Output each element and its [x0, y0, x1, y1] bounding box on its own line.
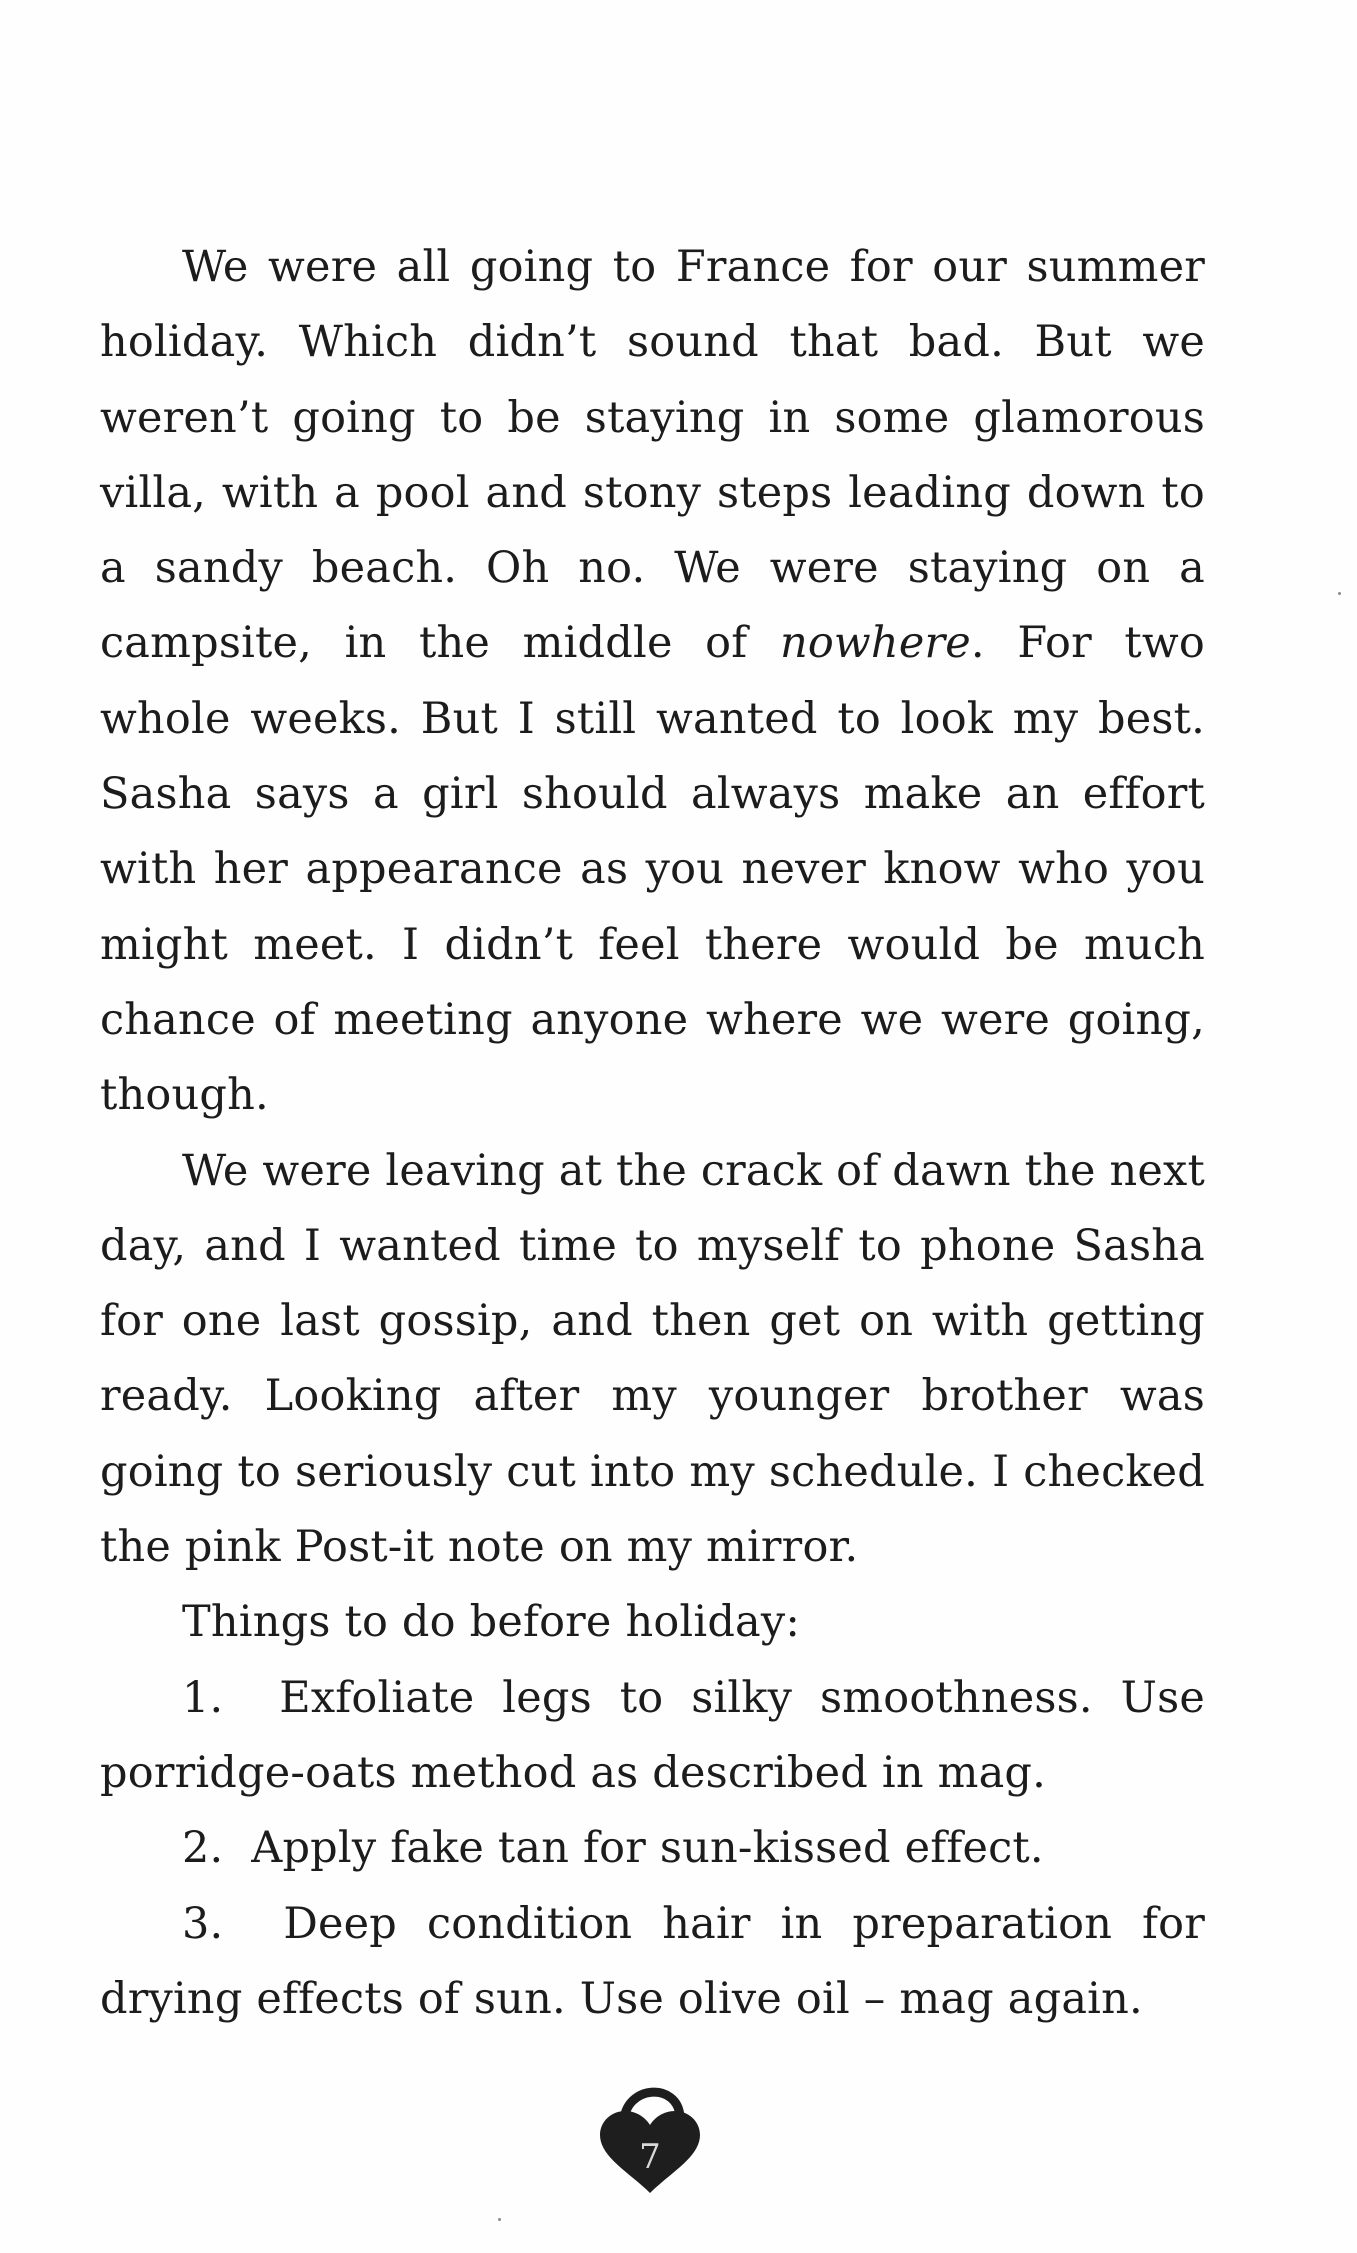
paragraph-2: We were leaving at the crack of dawn the next day, and I wanted time to myself to phone Sasha for one last gossip, and then get on with getting ready. Looking after my younger brother was going to seriously cut into my schedule. I checked the pink Post-it note on my mirror. — [100, 1145, 1205, 1573]
list-item-2 — [100, 1811, 1205, 1886]
list-item-3 — [100, 1887, 1205, 2038]
list-item-2-text: Apply fake tan for sun-kissed effect. — [251, 1823, 1044, 1874]
paragraph-3: Things to do before holiday: — [182, 1597, 801, 1648]
body-text — [100, 230, 1205, 2037]
page-number-badge — [590, 2065, 710, 2195]
page-number: 7 — [639, 2137, 661, 2177]
paragraph-1-text-after: . For two whole weeks. But I still wanted to look my best. Sasha says a girl should always make an effort with her appearance as you never know who you might meet. I didn’t feel there would be much chance of meeting anyone where we were going, though. — [100, 618, 1205, 1121]
list-item-3-number: 3. — [182, 1898, 224, 1949]
paragraph-1-text-before: We were all going to France for our summer holiday. Which didn’t sound that bad. But we weren’t going to be staying in some glamorous villa, with a pool and stony steps leading down to a sandy beach. Oh no. We were staying on a campsite, in the middle of — [100, 242, 1205, 669]
list-item-1-text: Exfoliate legs to silky smoothness. Use porridge-oats method as described in mag. — [100, 1672, 1205, 1798]
list-item-1 — [100, 1661, 1205, 1812]
list-item-2-number: 2. — [182, 1823, 224, 1874]
paragraph-1-emphasis: nowhere — [779, 618, 971, 669]
scan-speck — [498, 2218, 501, 2221]
list-item-1-number: 1. — [182, 1672, 224, 1723]
list-item-3-text: Deep condition hair in preparation for drying effects of sun. Use olive oil – mag again. — [100, 1898, 1205, 2024]
paragraph-1 — [100, 230, 1205, 1134]
scan-speck — [1338, 592, 1341, 595]
